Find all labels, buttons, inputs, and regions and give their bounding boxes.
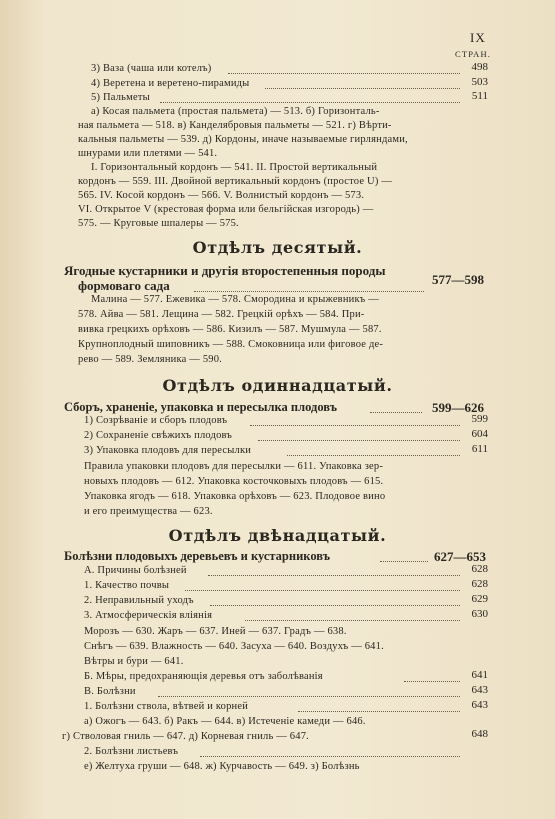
toc-entry-page: 630 [471,608,488,620]
toc-entry-label: 5) Пальметы [91,92,150,103]
paragraph-line: и его преимущества — 623. [84,506,213,517]
toc-entry-label: 2. Болѣзни листьевъ [84,746,179,757]
paragraph-line: Крупноплодный шиповникъ — 588. Смоковница или фиговое де- [78,339,384,350]
toc-entry-label: 4) Веретена и веретено-пирамиды [91,78,250,89]
page-range: 599—626 [432,400,484,415]
dot-leader [265,88,460,89]
section-title: Болѣзни плодовыхъ деревьевъ и кустарниковъ [64,549,330,563]
toc-entry-page: 511 [471,90,488,102]
toc-entry-label: 2) Сохраненіе свѣжихъ плодовъ [84,430,233,441]
toc-entry-page: 599 [471,413,488,425]
toc-entry-page: 643 [471,699,488,711]
dot-leader [160,102,460,103]
paragraph-line: Малина — 577. Ежевика — 578. Смородина и крыжевникъ — [91,294,379,305]
toc-entry-page: 604 [471,428,488,440]
dot-leader [370,412,422,413]
paragraph-line: кордонъ — 559. III. Двойной вертикальный кордонъ (простое U) — [78,176,393,187]
paragraph-line: Вѣтры и бури — 641. [84,656,184,667]
page-column-label: СТРАН. [455,49,492,59]
toc-entry-label: 3) Упаковка плодовъ для пересылки [84,445,252,456]
dot-leader [158,696,460,697]
paragraph-line: а) Косая пальмета (простая пальмета) — 513. б) Горизонталь- [91,106,380,117]
toc-entry-label: 1. Болѣзни ствола, вѣтвей и корней [84,701,249,712]
dot-leader [298,711,460,712]
paragraph-line: Правила упаковки плодовъ для пересылки — 611. Упаковка зер- [84,461,384,472]
paragraph-line: I. Горизонтальный кордонъ — 541. II. Простой вертикальный [91,162,378,173]
toc-entry-page: 628 [471,563,488,575]
section-heading: Отдѣлъ десятый. [192,238,363,257]
toc-entry-page: 648 [471,728,488,740]
toc-entry-label: 1) Созрѣваніе и сборъ плодовъ [84,415,228,426]
toc-entry-label: 3. Атмосферическія вліянія [84,610,213,621]
dot-leader [245,620,460,621]
toc-entry-label: Б. Мѣры, предохраняющія деревья отъ заболѣванія [84,671,323,682]
paragraph-line: VI. Открытое V (крестовая форма или бельгійская изгородь) — [78,204,374,215]
toc-entry-page: 629 [471,593,488,605]
page-number: IX [470,30,486,45]
page-range: 577—598 [432,272,484,287]
dot-leader [250,425,460,426]
toc-entry-page: 498 [471,61,488,73]
paragraph-line: Упаковка ягодъ — 618. Упаковка орѣховъ — 623. Плодовое вино [84,491,386,502]
paragraph-line: а) Ожогъ — 643. б) Ракъ — 644. в) Истеченіе камеди — 646. [84,716,366,727]
paragraph-line: ная пальмета — 518. в) Канделябровыя пальметы — 521. г) Вѣрти- [78,120,392,131]
toc-entry-label: 1. Качество почвы [84,580,170,591]
paragraph-line: вивка грецкихъ орѣховъ — 586. Кизилъ — 587. Мушмула — 587. [78,324,382,335]
section-title: формоваго сада [78,278,170,293]
dot-leader [380,561,428,562]
paragraph-line: кальныя пальметы — 539. д) Кордоны, иначе называемые гирляндами, [78,134,408,145]
toc-entry-label: 3) Ваза (чаша или котелъ) [91,63,212,74]
dot-leader [228,73,460,74]
toc-entry-page: 643 [471,684,488,696]
paragraph-line: е) Желтуха груши — 648. ж) Курчавость — 649. з) Болѣзнь [84,761,360,772]
dot-leader [200,756,460,757]
paragraph-line: 565. IV. Косой кордонъ — 566. V. Волнистый кордонъ — 573. [78,190,365,201]
section-title: Ягодные кустарники и другія второстепенныя породы [64,263,386,278]
page-range: 627—653 [434,549,486,564]
section-heading: Отдѣлъ двѣнадцатый. [168,526,387,545]
dot-leader [194,291,424,292]
dot-leader [208,575,460,576]
paragraph-line: Снѣгъ — 639. Влажность — 640. Засуха — 640. Воздухъ — 641. [84,641,384,652]
paragraph-line: 578. Айва — 581. Лещина — 582. Грецкій орѣхъ — 584. При- [78,309,365,320]
paragraph-line: шнурами или плетями — 541. [78,148,218,159]
toc-entry-label: В. Болѣзни [84,686,136,697]
dot-leader [258,440,460,441]
toc-entry-page: 628 [471,578,488,590]
toc-entry-page: 611 [471,443,488,455]
paragraph-line: г) Стволовая гниль — 647. д) Корневая гниль — 647. [62,731,309,742]
paragraph-line: рево — 589. Земляника — 590. [78,354,222,365]
section-title: Сборъ, храненіе, упаковка и пересылка плодовъ [64,400,338,414]
paragraph-line: Морозъ — 630. Жаръ — 637. Иней — 637. Градъ — 638. [84,626,347,637]
toc-entry-page: 503 [471,76,488,88]
dot-leader [210,605,460,606]
paragraph-line: новыхъ плодовъ — 612. Упаковка косточковыхъ плодовъ — 615. [84,476,384,487]
toc-entry-label: А. Причины болѣзней [84,565,187,576]
paragraph-line: 575. — Круговые шпалеры — 575. [78,218,239,229]
toc-entry-label: 2. Неправильный уходъ [84,595,194,606]
dot-leader [404,681,460,682]
section-heading: Отдѣлъ одиннадцатый. [162,376,393,395]
dot-leader [287,455,460,456]
toc-entry-page: 641 [471,669,488,681]
dot-leader [185,590,460,591]
